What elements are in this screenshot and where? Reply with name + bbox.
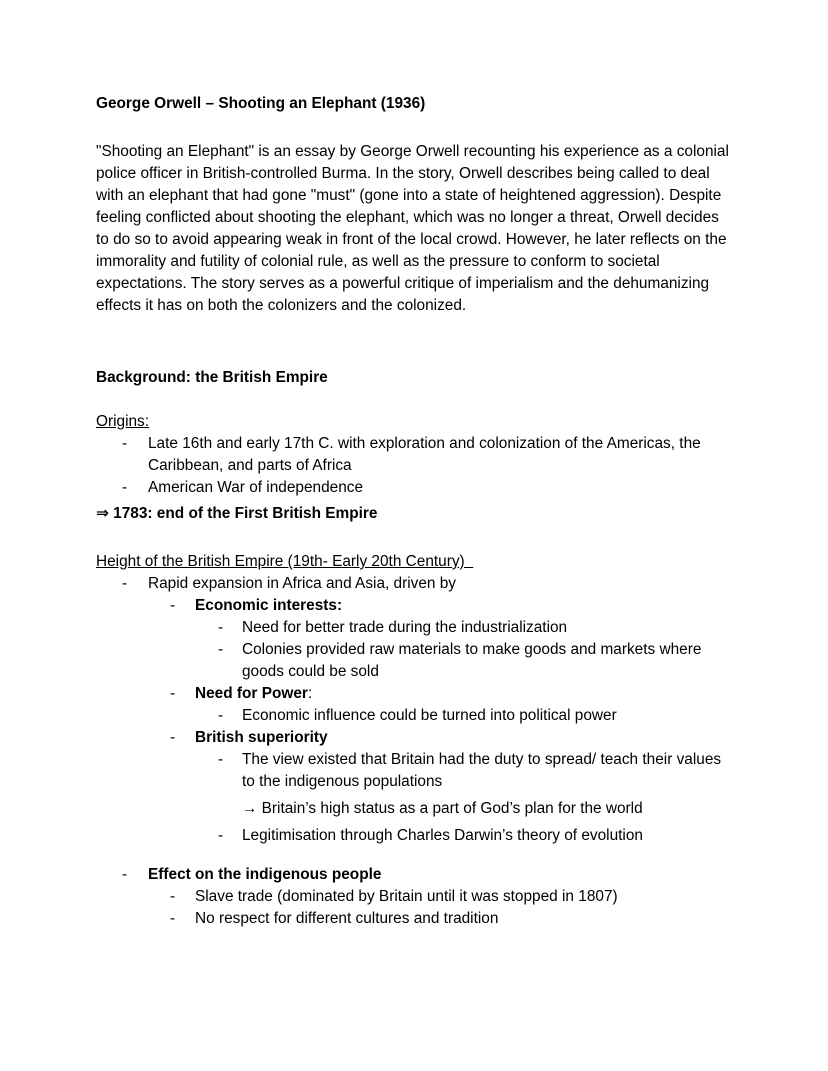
subheading-height-text: Height of the British Empire (19th- Early 20th Century) xyxy=(96,553,474,570)
bullet-item xyxy=(96,864,732,886)
bullet-item xyxy=(96,433,732,477)
bullet-item xyxy=(96,727,732,749)
bullet-item xyxy=(96,886,732,908)
bullet-text: British superiority xyxy=(195,729,328,746)
bullet-text: Effect on the indigenous people xyxy=(148,866,382,883)
dash-bullet: - xyxy=(218,641,224,658)
bullet-text: Legitimisation through Charles Darwin’s theory of evolution xyxy=(242,827,643,844)
bullet-item xyxy=(96,595,732,617)
arrow-note: → Britain’s high status as a part of God’s plan for the world xyxy=(242,800,643,817)
dash-bullet: - xyxy=(218,619,224,636)
intro-paragraph: "Shooting an Elephant" is an essay by George Orwell recounting his experience as a colonial police officer in British-controlled Burma. In the story, Orwell describes being called to deal with an elephant that had gone "must" (gone into a state of heightened aggression). Despite feeling conflicted about shooting the elephant, which was no longer a threat, Orwell decides to do so to avoid appearing weak in front of the local crowd. However, he later reflects on the immorality and futility of colonial rule, as well as the pressure to conform to societal expectations. The story serves as a powerful critique of imperialism and the dehumanizing effects it has on both the colonizers and the colonized. xyxy=(96,143,729,314)
dash-bullet: - xyxy=(122,866,128,883)
bullet-text-suffix: : xyxy=(307,685,313,702)
section-heading-background: Background: the British Empire xyxy=(96,369,328,386)
dash-bullet: - xyxy=(218,827,224,844)
page-title: George Orwell – Shooting an Elephant (1936) xyxy=(96,95,426,112)
bullet-text: No respect for different cultures and tradition xyxy=(195,910,499,927)
bullet-text: Colonies provided raw materials to make goods and markets where goods could be sold xyxy=(242,641,702,680)
dash-bullet: - xyxy=(218,707,224,724)
bullet-item xyxy=(96,617,732,639)
bullet-item xyxy=(96,705,732,727)
dash-bullet: - xyxy=(122,575,128,592)
dash-bullet: - xyxy=(170,910,176,927)
bullet-text: Economic interests: xyxy=(195,597,343,614)
bullet-text: Late 16th and early 17th C. with exploration and colonization of the Americas, the Caribbean, and parts of Africa xyxy=(148,435,701,474)
bullet-item xyxy=(96,477,732,499)
subheading-height xyxy=(96,551,732,573)
bullet-text: Economic influence could be turned into political power xyxy=(242,707,617,724)
height-list xyxy=(96,573,732,847)
bullet-item xyxy=(96,749,732,793)
bullet-item xyxy=(96,683,732,705)
subheading-origins-text: Origins: xyxy=(96,413,150,430)
bullet-text: Need for better trade during the industrialization xyxy=(242,619,568,636)
dash-bullet: - xyxy=(122,479,128,496)
dash-bullet: - xyxy=(170,597,176,614)
bullet-text: Rapid expansion in Africa and Asia, driven by xyxy=(148,575,456,592)
origins-list xyxy=(96,433,732,499)
bullet-text: The view existed that Britain had the duty to spread/ teach their values to the indigenous populations xyxy=(242,751,722,790)
dash-bullet: - xyxy=(218,751,224,768)
dash-bullet: - xyxy=(170,729,176,746)
bullet-text: American War of independence xyxy=(148,479,364,496)
conclusion-1783: ⇒ 1783: end of the First British Empire xyxy=(96,505,378,522)
bullet-item xyxy=(96,908,732,930)
effect-list xyxy=(96,864,732,930)
bullet-item xyxy=(96,573,732,595)
bullet-text: Slave trade (dominated by Britain until it was stopped in 1807) xyxy=(195,888,618,905)
subheading-origins xyxy=(96,411,732,433)
bullet-item xyxy=(96,825,732,847)
dash-bullet: - xyxy=(170,888,176,905)
bullet-item xyxy=(96,639,732,683)
dash-bullet: - xyxy=(170,685,176,702)
dash-bullet: - xyxy=(122,435,128,452)
bullet-text-label: Need for Power xyxy=(195,685,308,702)
